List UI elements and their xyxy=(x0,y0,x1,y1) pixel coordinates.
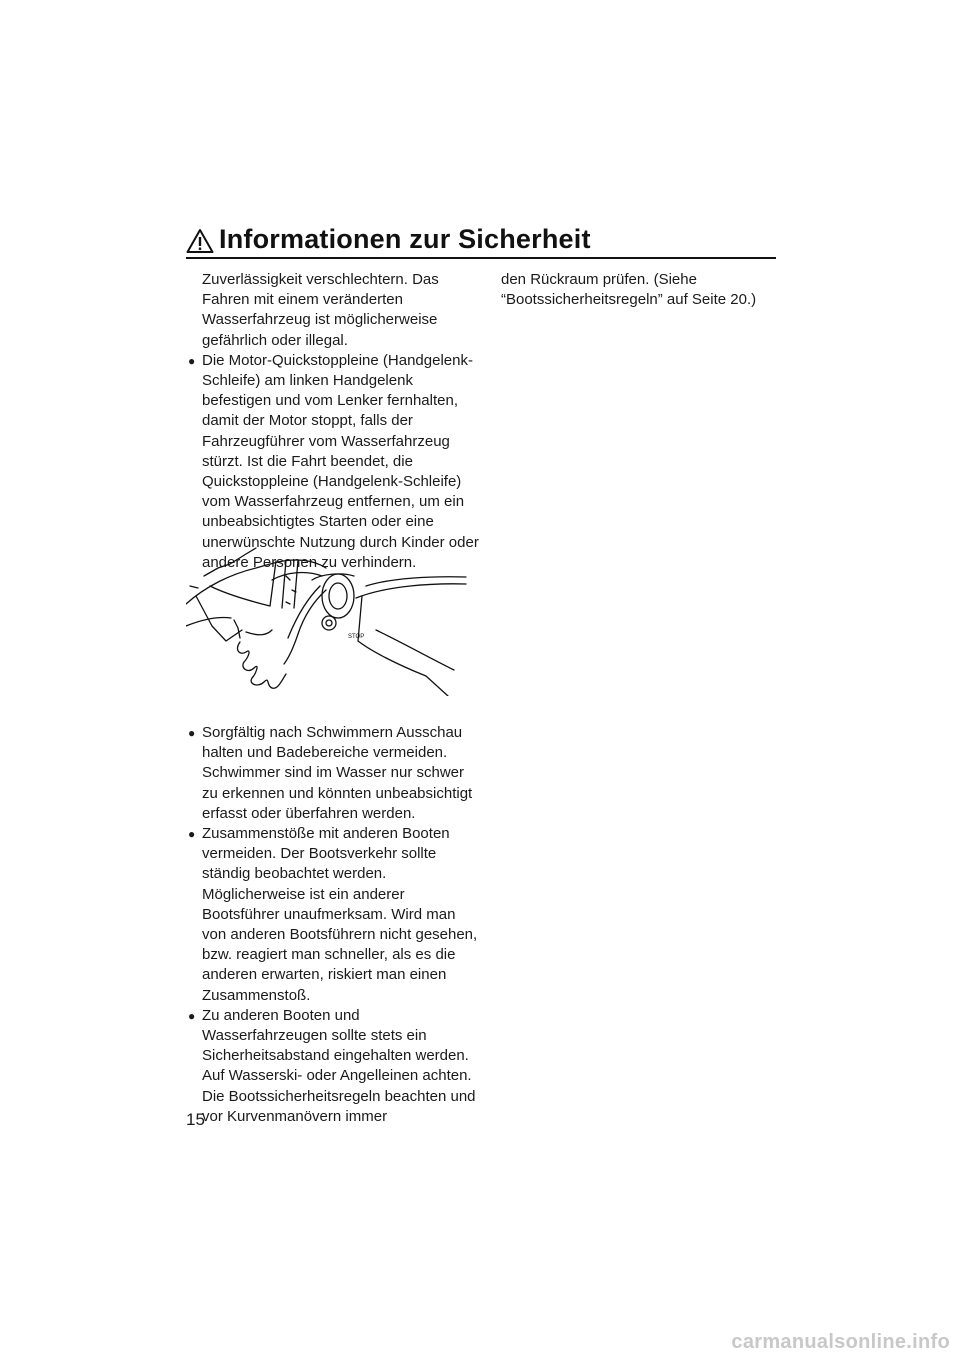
page-number: 15 xyxy=(186,1110,205,1129)
continuation-text: Zuverlässigkeit verschlechtern. Das Fahren mit einem veränderten Wasserfahrzeug ist möglicherweise gefährlich oder illegal. xyxy=(202,271,439,349)
warning-triangle-icon xyxy=(186,228,214,254)
bullet-item xyxy=(186,824,482,1006)
quickstop-lanyard-illustration xyxy=(186,546,468,696)
bullet-dot: ● xyxy=(188,827,196,842)
page-header xyxy=(186,224,776,260)
bullet-item xyxy=(186,351,482,573)
watermark: carmanualsonline.info xyxy=(731,1331,950,1353)
page-title: Informationen zur Sicherheit xyxy=(219,224,591,254)
bullet-item xyxy=(186,723,482,824)
bullet-text: Zu anderen Booten und Wasserfahrzeugen sollte stets ein Sicherheitsabstand eingehalten werden. Auf Wasserski- oder Angelleinen achten. Die Bootssicherheitsregeln beachten und vor Kurvenmanövern immer xyxy=(202,1006,476,1125)
right-column xyxy=(501,270,781,310)
bullet-dot: ● xyxy=(188,726,196,740)
bullet-text: Zusammenstöße mit anderen Booten vermeiden. Der Bootsverkehr sollte ständig beobachtet werden. Möglicherweise ist ein anderer Bootsführer unaufmerksam. Wird man von anderen Bootsführern nicht gesehen, bzw. reagiert man schneller, als es die anderen erwarten, riskiert man einen Zusammenstoß. xyxy=(202,825,478,1004)
bullet-text: Sorgfältig nach Schwimmern Ausschau halten und Badebereiche vermeiden. Schwimmer sind im Wasser nur schwer zu erkennen und könnten unbeabsichtigt erfasst oder überfahren werden. xyxy=(202,724,473,822)
left-column-bottom xyxy=(186,723,482,1127)
bullet-dot: ● xyxy=(188,1008,196,1023)
bullet-dot: ● xyxy=(188,353,196,368)
left-column-top xyxy=(186,270,482,573)
stop-label: STOP xyxy=(348,634,365,640)
header-rule xyxy=(186,257,776,259)
bullet-text: Die Motor-Quickstoppleine (Handgelenk-Schleife) am linken Handgelenk befestigen und vom Lenker fernhalten, damit der Motor stoppt, falls der Fahrzeugführer vom Wasserfahrzeug stürzt. Ist die Fahrt beendet, die Quickstoppleine (Handgelenk-Schleife) vom Wasserfahrzeug entfernen, um ein unbeabsichtigtes Starten oder eine unerwünschte Nutzung durch Kinder oder andere Personen zu verhindern. xyxy=(202,351,479,571)
continuation-text: den Rückraum prüfen. (Siehe “Bootssicherheitsregeln” auf Seite 20.) xyxy=(501,271,757,309)
bullet-item xyxy=(186,1006,482,1127)
